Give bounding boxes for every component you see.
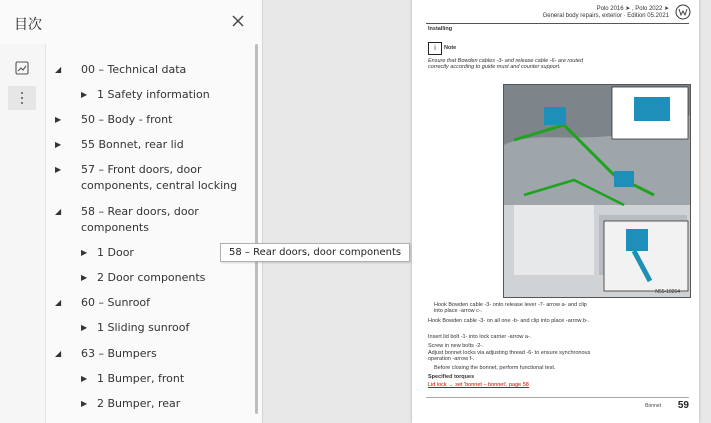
- collapsed-arrow-icon[interactable]: ▶: [55, 115, 62, 124]
- step-1: Hook Bowden cable -3- onto release lever -7- arrow a- and clip into place -arrow c-.: [434, 302, 587, 314]
- expanded-arrow-icon[interactable]: ◢: [55, 349, 62, 358]
- header-models: Polo 2016 ➤ , Polo 2022 ➤: [596, 6, 669, 12]
- step-6: Before closing the bonnet, perform functional test.: [434, 365, 556, 371]
- collapsed-arrow-icon[interactable]: ▶: [81, 248, 88, 257]
- torques-title: Specified torques: [428, 374, 475, 380]
- expanded-arrow-icon[interactable]: ◢: [55, 207, 62, 216]
- section-title: Installing: [428, 26, 453, 32]
- header-rule: [426, 23, 689, 24]
- tooltip: 58 – Rear doors, door components: [220, 243, 410, 262]
- note-label: Note: [444, 45, 457, 51]
- header-edition: General body repairs, exterior · Edition 05.2021: [542, 13, 669, 19]
- more-options-icon[interactable]: [8, 86, 36, 110]
- expanded-arrow-icon[interactable]: ◢: [55, 65, 62, 74]
- torques-link[interactable]: Lid lock → set 'bonnet – bonnet', page 58: [428, 382, 529, 388]
- vw-logo-icon: [675, 4, 691, 25]
- footer-rule: [426, 397, 689, 398]
- note-text: Ensure that Bowden cables -3- and release cable -6- are routed correctly according to guide must and counter support.: [428, 58, 584, 70]
- thumbnail-icon[interactable]: [8, 56, 36, 80]
- toc-title: 目次: [14, 17, 42, 33]
- collapsed-arrow-icon[interactable]: ▶: [55, 140, 62, 149]
- close-icon[interactable]: [230, 13, 246, 29]
- step-4: Screw in new bolts -2-.: [428, 343, 484, 349]
- sidebar-rail: [0, 44, 46, 423]
- collapsed-arrow-icon[interactable]: ▶: [81, 273, 88, 282]
- step-5: Adjust bonnet locks via adjusting thread -6- to ensure synchronous operation -arrow f-.: [428, 350, 591, 362]
- toc-panel: [0, 0, 263, 423]
- collapsed-arrow-icon[interactable]: ▶: [81, 90, 88, 99]
- document-page: [412, 0, 699, 423]
- collapsed-arrow-icon[interactable]: ▶: [81, 323, 88, 332]
- toc-scrollbar[interactable]: [255, 44, 258, 414]
- step-2: Hook Bowden cable -3- on all one -b- and clip into place -arrow b-.: [428, 318, 590, 324]
- expanded-arrow-icon[interactable]: ◢: [55, 298, 62, 307]
- installation-figure: [503, 84, 691, 298]
- svg-text:N55-10264: N55-10264: [655, 289, 680, 295]
- page-number: 59: [677, 400, 689, 411]
- footer-label: Bonnet: [645, 403, 661, 409]
- note-icon: i: [428, 42, 442, 55]
- collapsed-arrow-icon[interactable]: ▶: [81, 374, 88, 383]
- collapsed-arrow-icon[interactable]: ▶: [55, 165, 62, 174]
- step-3: Insert lid bolt -1- into lock carrier -arrow a-.: [428, 334, 532, 340]
- toc-list: ◢ 00 – Technical data ▶ 1 Safety information ▶ 50 – Body - front ▶ 55 Bonnet, rear lid ▶ 57 – Front doors, door components, central locking ◢ 58 – Rear doors, door components ▶ 1 Door ▶ 2 Door components ◢ 60 – Sunroof ▶ 1 Sliding sunroof ◢ 63 – Bumpers ▶ 1 Bumper, front ▶ 2 Bumper, rear: [55, 63, 238, 410]
- collapsed-arrow-icon[interactable]: ▶: [81, 399, 88, 408]
